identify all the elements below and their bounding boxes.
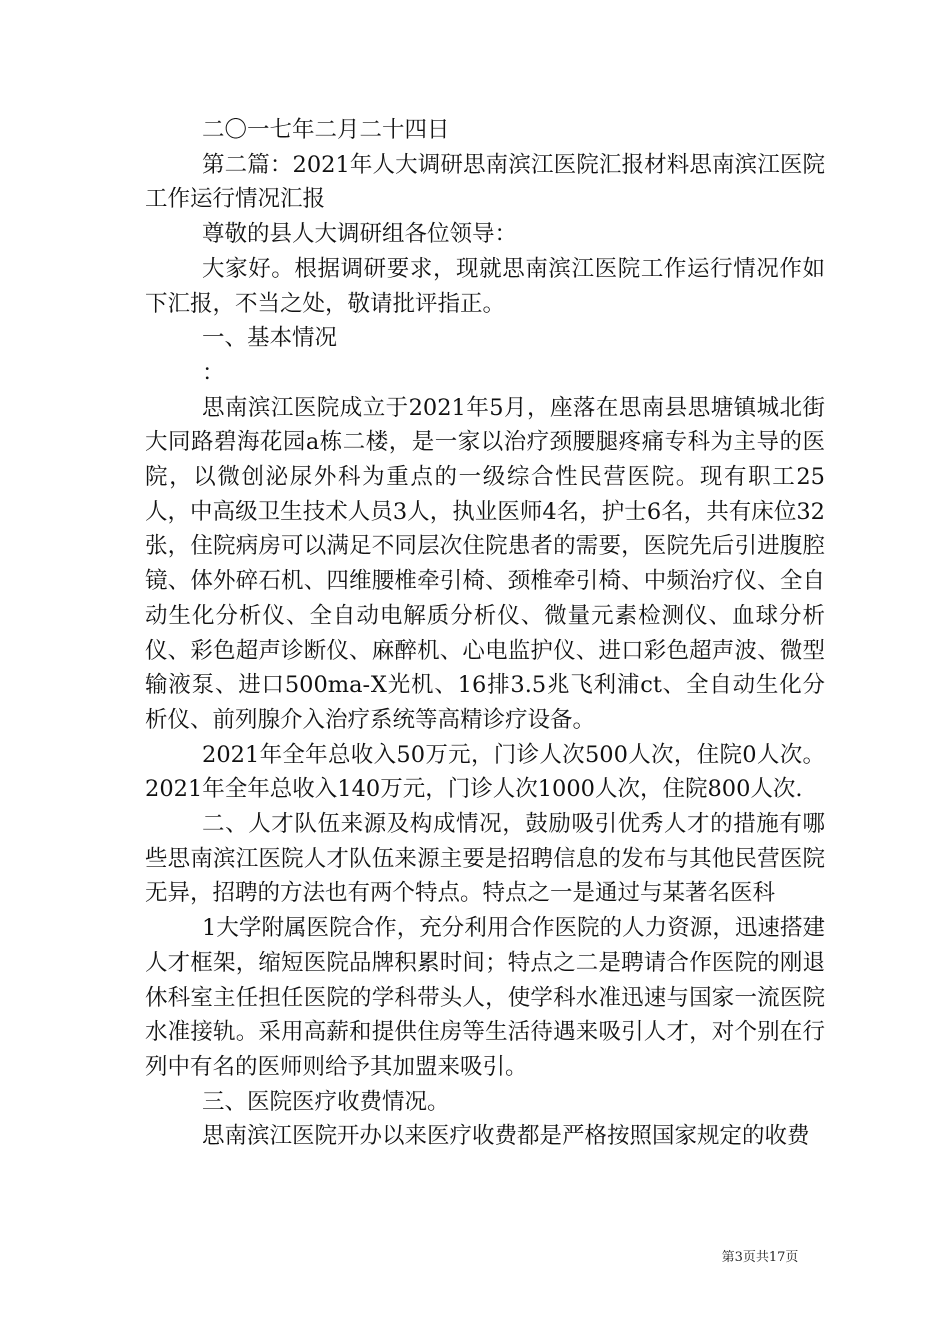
- opening-paragraph: 大家好。根据调研要求，现就思南滨江医院工作运行情况作如下汇报，不当之处，敬请批评指正。: [145, 255, 825, 317]
- colon-line: ：: [202, 359, 225, 386]
- heading-fees: 三、医院医疗收费情况。: [202, 1088, 450, 1115]
- fees-paragraph: 思南滨江医院开办以来医疗收费都是严格按照国家规定的收费: [202, 1123, 810, 1150]
- revenue-paragraph: 2021年全年总收入50万元，门诊人次500人次，住院0人次。2021年全年总收入140万元，门诊人次1000人次，住院800人次.: [145, 741, 825, 803]
- document-body: [145, 113, 825, 1154]
- salutation: 尊敬的县人大调研组各位领导：: [202, 221, 518, 248]
- section-title: 第二篇：2021年人大调研思南滨江医院汇报材料思南滨江医院工作运行情况汇报: [145, 151, 825, 213]
- heading-basic-info: 一、基本情况: [202, 325, 338, 352]
- talent-paragraph: 1大学附属医院合作，充分利用合作医院的人力资源，迅速搭建人才框架，缩短医院品牌积累时间；特点之二是聘请合作医院的刚退休科室主任担任医院的学科带头人，使学科水准迅速与国家一流医院水准接轨。采用高薪和提供住房等生活待遇来吸引人才，对个别在行列中有名的医师则给予其加盟来吸引。: [145, 915, 825, 1080]
- page-number: 第3页共17页: [721, 1250, 799, 1265]
- basic-info-paragraph: 思南滨江医院成立于2021年5月，座落在思南县思塘镇城北街大同路碧海花园a栋二楼，是一家以治疗颈腰腿疼痛专科为主导的医院，以微创泌尿外科为重点的一级综合性民营医院。现有职工25人，中高级卫生技术人员3人，执业医师4名，护士6名，共有床位32张，住院病房可以满足不同层次住院患者的需要，医院先后引进腹腔镜、体外碎石机、四维腰椎牵引椅、颈椎牵引椅、中频治疗仪、全自动生化分析仪、全自动电解质分析仪、微量元素检测仪、血球分析仪、彩色超声诊断仪、麻醉机、心电监护仪、进口彩色超声波、微型输液泵、进口500ma-Ⅹ光机、16排3.5兆飞利浦ct、全自动生化分析仪、前列腺介入治疗系统等高精诊疗设备。: [145, 394, 825, 733]
- date-line: 二〇一七年二月二十四日: [202, 117, 450, 143]
- page-footer: [0, 1246, 950, 1265]
- heading-talent: 二、人才队伍来源及构成情况，鼓励吸引优秀人才的措施有哪些思南滨江医院人才队伍来源主要是招聘信息的发布与其他民营医院无异，招聘的方法也有两个特点。特点之一是通过与某著名医科: [145, 811, 825, 907]
